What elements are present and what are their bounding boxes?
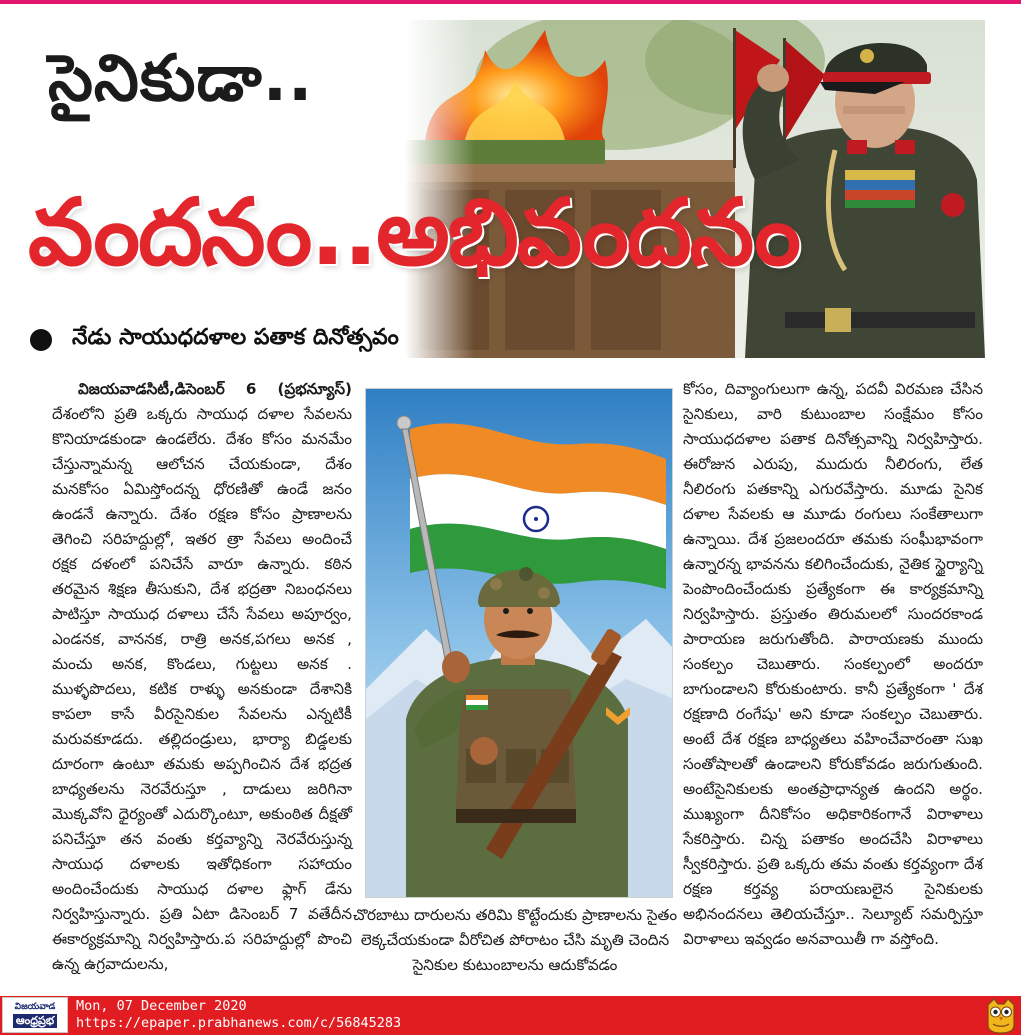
headline-line-2: వందనం..అభివందనం: [28, 179, 799, 286]
newspaper-logo[interactable]: [2, 997, 68, 1033]
article-column-left: [52, 377, 352, 977]
article-text-left: దేశంలోని ప్రతి ఒక్కరు సాయుధ దళాల సేవలను కొనియాడకుండా ఉండలేరు. దేశం కోసం మనమేం చేస్తున్నామన్న ఆలోచన చేయకుండా, దేశం మనకోసం ఏమిస్తోందన్న ధోరణితో ఉండే జనం ఉండనే ఉన్నారు. దేశం రక్షణ కోసం ప్రాణాలను తెగించి సరిహద్దుల్లో, ఇతర త్రా సేవలు అందించే రక్షక దళంలో పనిచేసే వారూ ఉన్నారు. కఠిన తరమైన శిక్షణ తీసుకుని, దేశ భద్రతా నిబంధనలు పాటిస్తూ సాయుధ దళాలు చేసే సేవలు అపూర్వం, ఎండనక, వాననక, రాత్రి అనక,పగలు అనక , మంచు అనక, కొండలు, గుట్టలు అనక . ముళ్ళపొదలు, కటిక రాళ్ళు అనకుండా దేశానికి కాపలా కాసే వీరసైనికుల సేవలను ఎన్నటికీ మరువకూడదు. తల్లిదండ్రులు, భార్యా బిడ్డలకు దూరంగా ఉంటూ తమకు అప్పగించిన దేశ భద్రత బాధ్యతలను నెరవేరుస్తూ , దాడులు జరిగినా మొక్కవోని ధైర్యంతో ఎదుర్కొంటూ, అకుంఠిత దీక్షతో పనిచేస్తూ తన వంతు కర్తవ్యాన్ని నెరవేరుస్తున్న సాయుధ దళాలకు ఇతోధికంగా సహాయం అందించేందుకు సాయుధ దళాల ఫ్లాగ్ డేను నిర్వహిస్తున్నారు. ప్రతి ఏటా డిసెంబర్ 7 వతేదీన ఈకార్యక్రమాన్ని నిర్వహిస్తారు.ప సరిహద్దుల్లో పొంచి ఉన్న ఉగ్రవాదులను,: [52, 405, 352, 973]
footer-date: Mon, 07 December 2020: [76, 998, 247, 1014]
bullet-dot-icon: [30, 329, 52, 351]
owl-icon: [984, 997, 1018, 1034]
footer-bar: [0, 996, 1021, 1035]
article-column-right: [683, 377, 983, 952]
illustration-caption: చొరబాటు దారులను తరిమి కొట్టేందుకు ప్రాణాలను సైతం లెక్కచేయకుండా వీరోచిత పోరాటం చేసి మృతి చెందిన సైనికుల కుటుంబాలను ఆదుకోవడం: [352, 906, 678, 974]
subtitle-text: నేడు సాయుధదళాల పతాక దినోత్సవం: [72, 325, 399, 350]
logo-edition: విజయవాడ: [14, 1002, 56, 1012]
article-paragraph-left: [52, 377, 352, 977]
article-dateline: విజయవాడసిటీ,డిసెంబర్ 6 (ప్రభన్యూస్): [78, 380, 352, 398]
logo-name: ఆంధ్రప్రభ: [13, 1014, 57, 1028]
top-strip: [0, 0, 1021, 4]
subtitle-row: [30, 322, 399, 358]
soldier-flag-illustration: [365, 388, 673, 898]
article-text-right: కోసం, దివ్యాంగులుగా ఉన్న, పదవీ విరమణ చేసిన సైనికులు, వారి కుటుంబాల సంక్షేమం కోసం సాయుధదళాల పతాక దినోత్సవాన్ని నిర్వహిస్తారు. ఈరోజున ఎరుపు, ముదురు నీలిరంగు, లేత నీలిరంగు పతకాన్ని ఎగురవేస్తారు. మూడు సైనిక దళాల సేవలకు ఆ మూడు రంగులు సంకేతాలుగా ఉన్నాయి. దేశ ప్రజలందరూ తమకు సంఘీభావంగా ఉన్నారన్న భావనను కలిగించేందుకు, నైతిక స్థైర్యాన్ని పెంపొందించేందుకు ప్రత్యేకంగా ఈ కార్యక్రమాన్ని నిర్వహిస్తారు. ప్రస్తుతం తిరుమలలో సుందరకాండ పారాయణ జరుగుతోంది. పారాయణకు ముందు సంకల్పం చెబుతారు. సంకల్పంలో అందరూ బాగుండాలని కోరుకుంటారు. కానీ ప్రత్యేకంగా ' దేశ రక్షణాది రంగేషు' అని కూడా సంకల్పం చెబుతారు. అంటే దేశ రక్షణ బాధ్యతలు వహించేవారంతా సుఖ సంతోషాలతో ఉండాలని కోరుకోవడం జరుగుతుంది. అంటేసైనికులకు అంతప్రాధాన్యత ఉందని అర్థం. ముఖ్యంగా దీనికోసం అధికారికంగానే విరాళాలు సేకరిస్తారు. చిన్న పతాకం అందచేసి విరాళాలు స్వీకరిస్తారు. ప్రతి ఒక్కరు తమ వంతు కర్తవ్యంగా దేశ రక్షణ కర్తవ్య పరాయణులైన సైనికులకు అభినందనలు తెలియచేస్తూ.. సెల్యూట్ సమర్పిస్తూ విరాళాలు ఇవ్వడం అనవాయితీ గా వస్తోంది.: [683, 380, 983, 948]
footer-url-link[interactable]: https://epaper.prabhanews.com/c/56845283: [76, 1015, 402, 1031]
headline-line-1: సైనికుడా..: [48, 42, 314, 116]
